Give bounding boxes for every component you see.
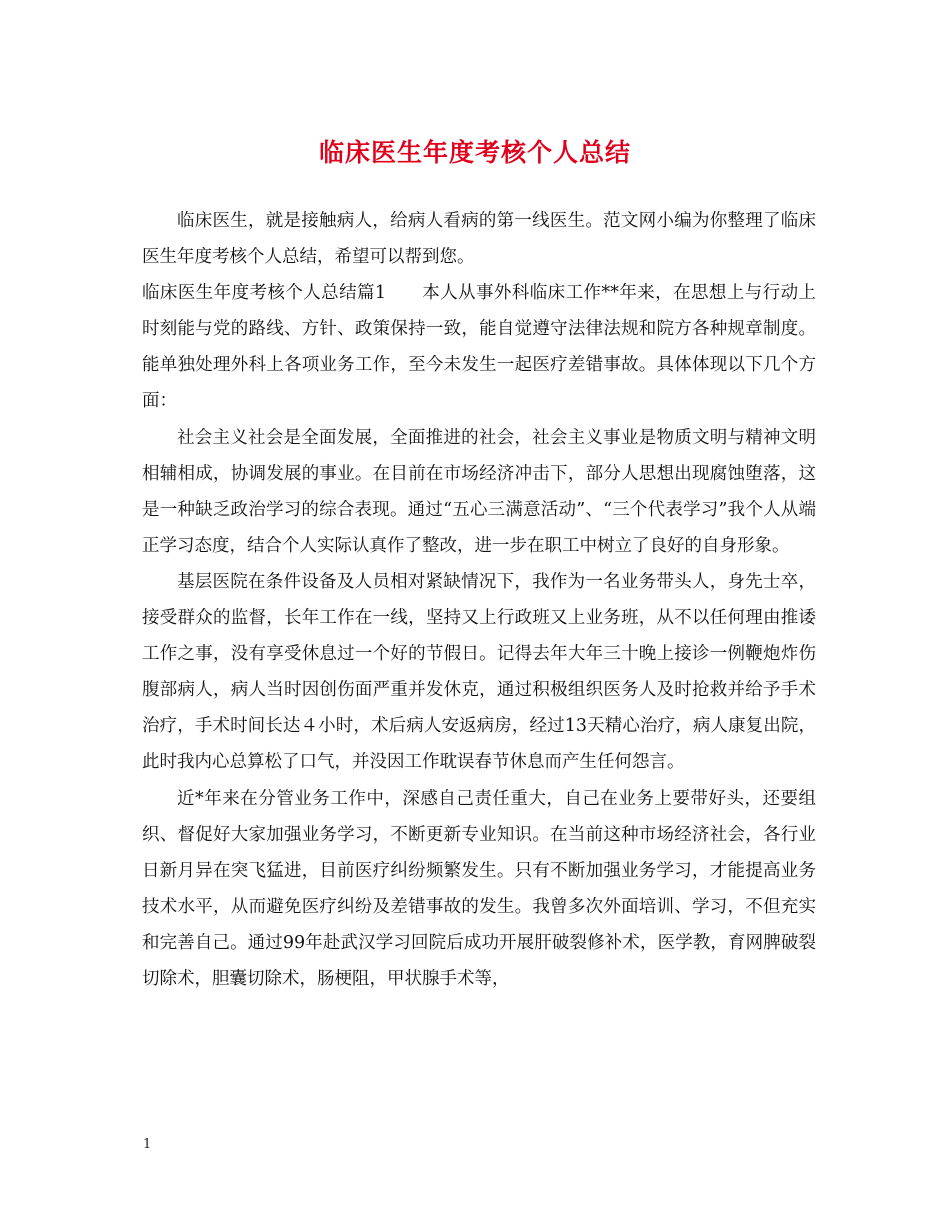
page-number: 1 bbox=[143, 1137, 152, 1152]
paragraph-section-heading: 临床医生年度考核个人总结篇1 本人从事外科临床工作**年来，在思想上与行动上时刻能与党的路线、方针、政策保持一致，能自觉遵守法律法规和院方各种规章制度。能单独处理外科上各项业务工作，至今未发生一起医疗差错事故。具体体现以下几个方面： bbox=[142, 283, 816, 412]
paragraph-intro: 临床医生，就是接触病人，给病人看病的第一线医生。范文网小编为你整理了临床医生年度考核个人总结，希望可以帮到您。 bbox=[142, 211, 816, 268]
document-body bbox=[142, 203, 816, 997]
paragraph-grassroots-hospital: 基层医院在条件设备及人员相对紧缺情况下，我作为一名业务带头人，身先士卒，接受群众的监督，长年工作在一线，坚持又上行政班又上业务班，从不以任何理由推诿工作之事，没有享受休息过一个好的节假日。记得去年大年三十晚上接诊一例鞭炮炸伤腹部病人，病人当时因创伤面严重并发休克，通过积极组织医务人及时抢救并给予手术治疗，手术时间长达４小时，术后病人安返病房，经过13天精心治疗，病人康复出院，此时我内心总算松了口气，并没因工作耽误春节休息而产生任何怨言。 bbox=[142, 571, 816, 773]
document-title: 临床医生年度考核个人总结 bbox=[318, 138, 631, 167]
paragraph-socialism: 社会主义社会是全面发展，全面推进的社会，社会主义事业是物质文明与精神文明相辅相成，协调发展的事业。在目前在市场经济冲击下，部分人思想出现腐蚀堕落，这是一种缺乏政治学习的综合表现。通过“五心三满意活动”、“三个代表学习”我个人从端正学习态度，结合个人实际认真作了整改，进一步在职工中树立了良好的自身形象。 bbox=[142, 427, 816, 556]
paragraph-recent-years: 近*年来在分管业务工作中，深感自己责任重大，自己在业务上要带好头，还要组织、督促好大家加强业务学习，不断更新专业知识。在当前这种市场经济社会，各行业日新月异在突飞猛进，目前医疗纠纷频繁发生。只有不断加强业务学习，才能提高业务技术水平，从而避免医疗纠纷及差错事故的发生。我曾多次外面培训、学习，不但充实和完善自己。通过99年赴武汉学习回院后成功开展肝破裂修补术，医学教，育网脾破裂切除术，胆囊切除术，肠梗阻，甲状腺手术等， bbox=[142, 788, 816, 989]
